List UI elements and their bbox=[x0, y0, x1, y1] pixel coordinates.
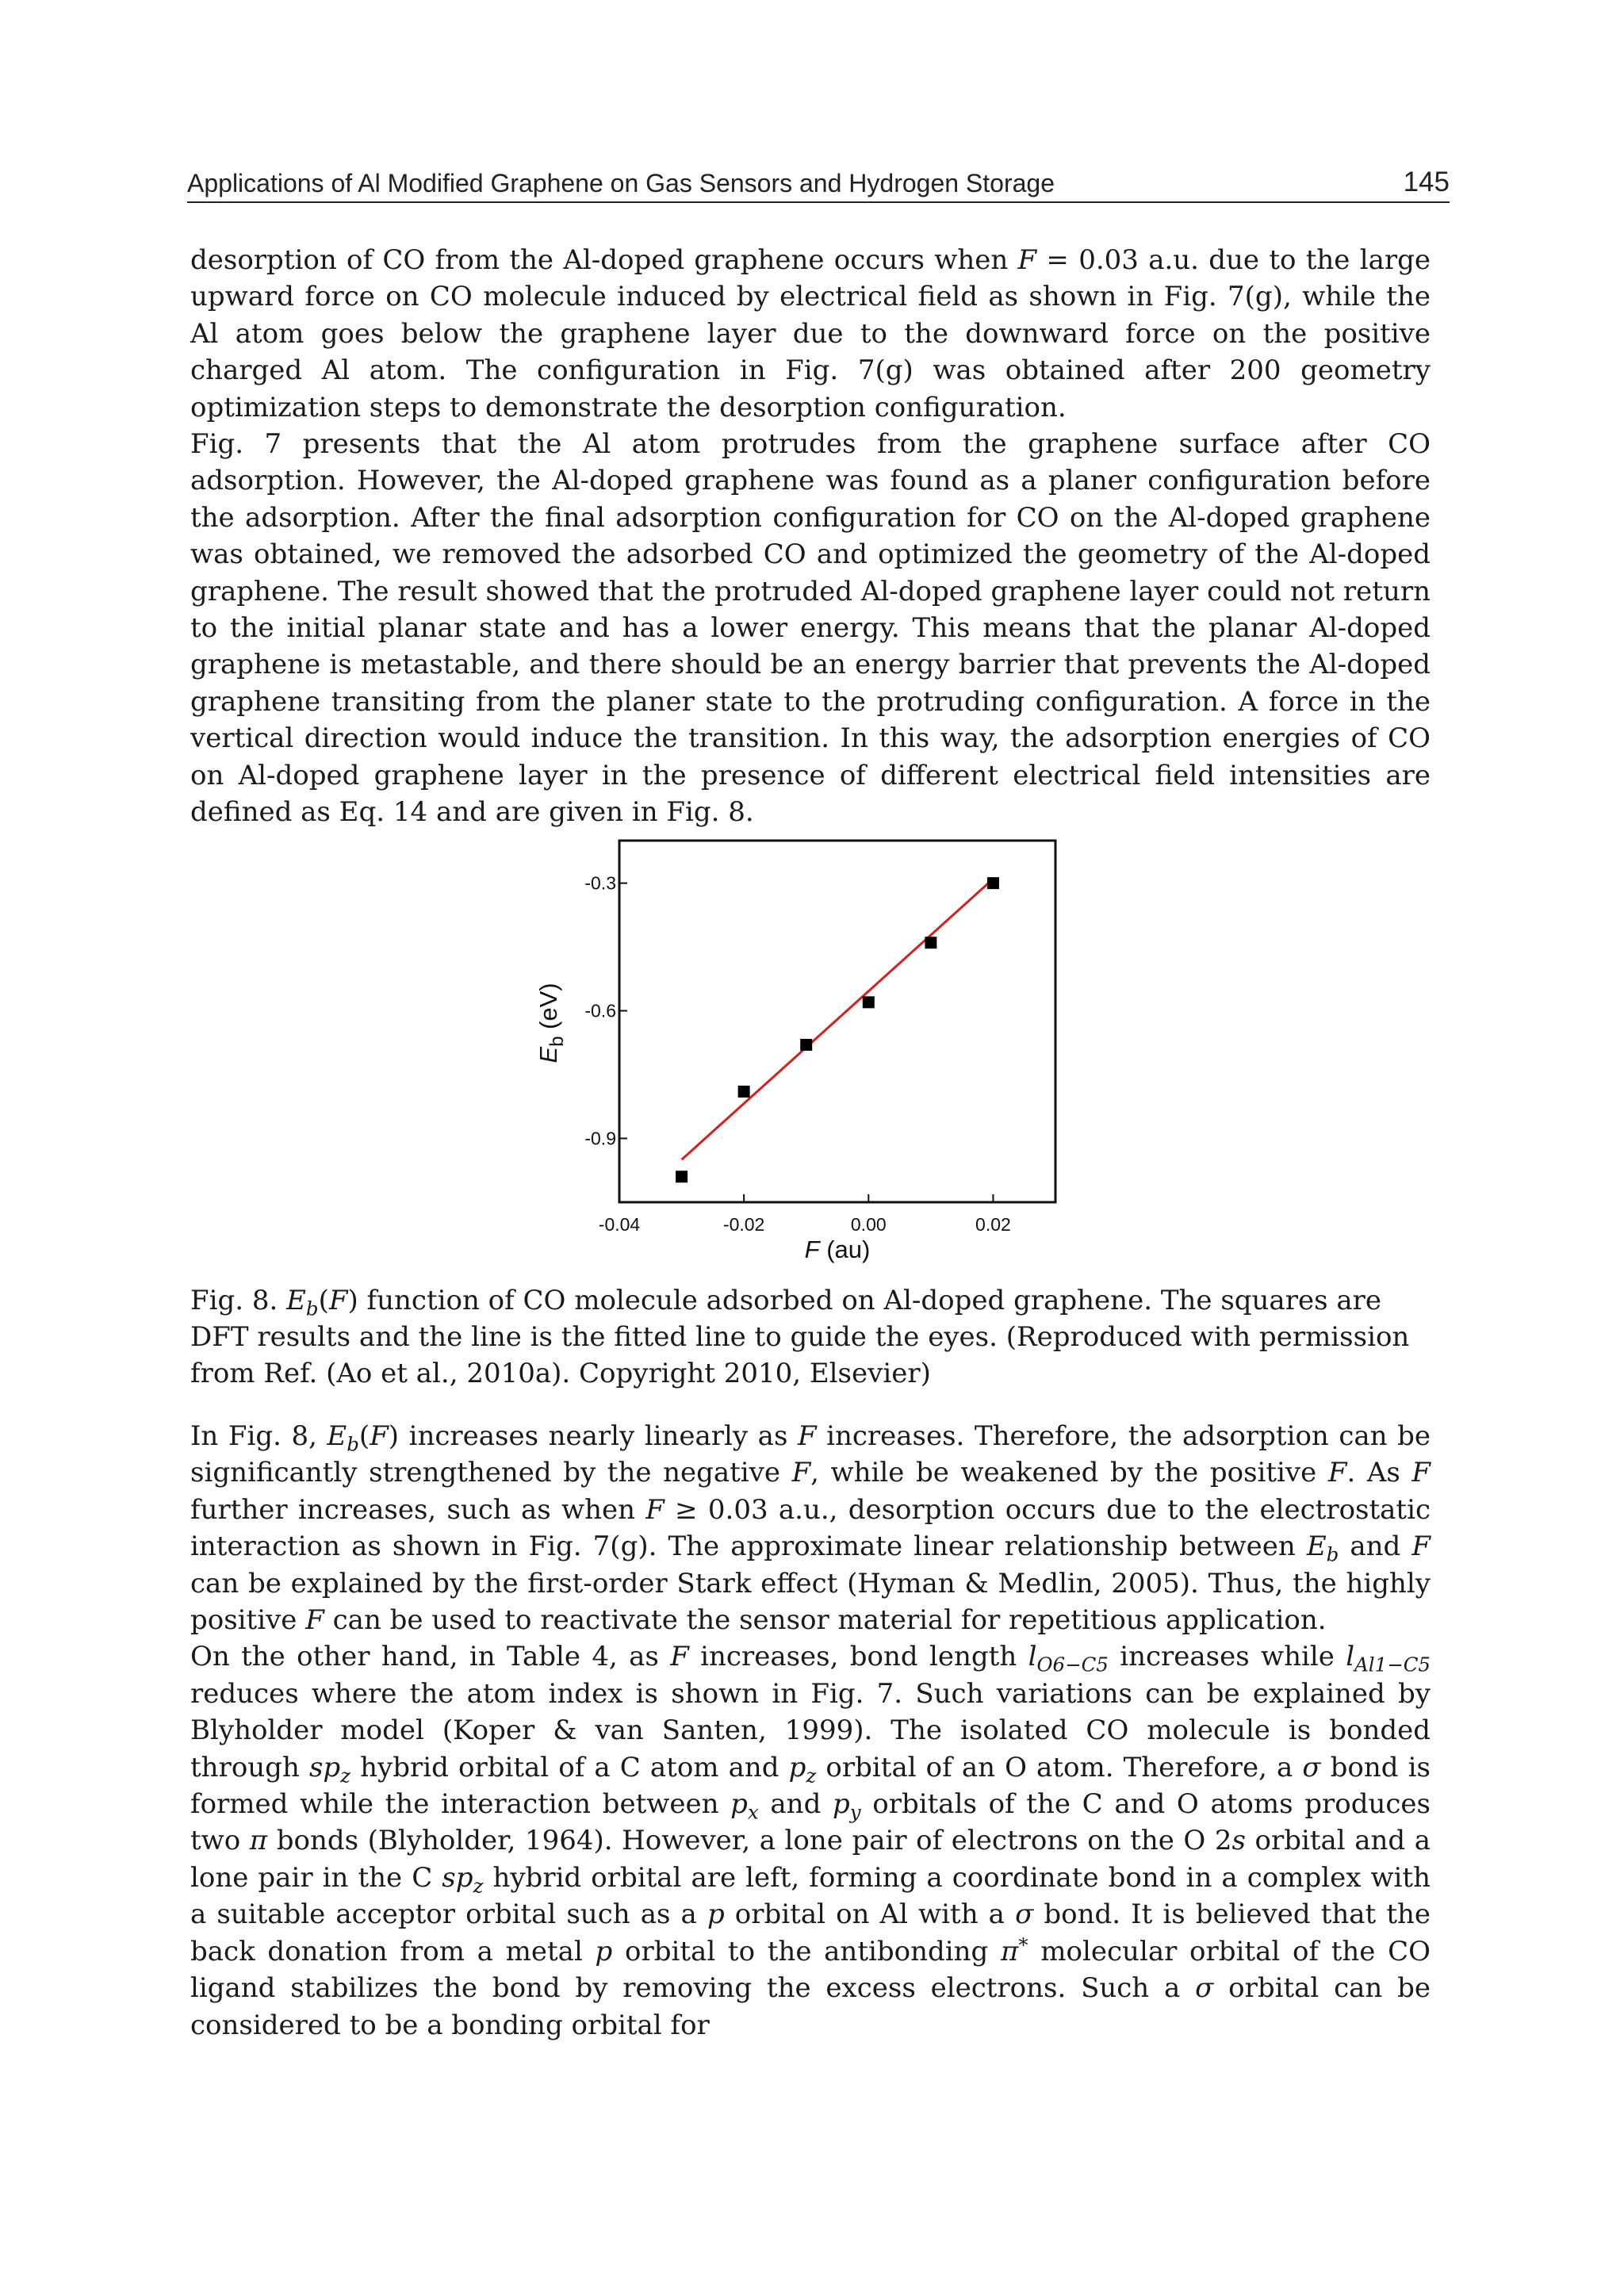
x-tick-label: 0.00 bbox=[850, 1214, 887, 1235]
paragraph-1: desorption of CO from the Al-doped graphene occurs when F = 0.03 a.u. due to the large upward force on CO molecule induced by electrical field as shown in Fig. 7(g), while the Al atom goes below the graphene layer due to the downward force on the positive charged Al atom. The configuration in Fig. 7(g) was obtained after 200 geometry optimization steps to demonstrate the desorption configuration. bbox=[190, 244, 1431, 423]
x-tick-label: -0.04 bbox=[598, 1214, 641, 1235]
x-tick-label: 0.02 bbox=[975, 1214, 1011, 1235]
paragraph-4: On the other hand, in Table 4, as F increases, bond length $l_{O6-C5}$ increases while $l_{Al1-C5}$ reduces where the atom index is shown in Fig. 7. Such variations can be explained by Blyholder model (Koper & van Santen, 1999). The isolated CO molecule is bonded through $sp_z$ hybrid orbital of a C atom and $p_z$ orbital of an O atom. Therefore, a σ bond is formed while the interaction between $p_x$ and $p_y$ orbitals of the C and O atoms produces two π bonds (Blyholder, 1964). However, a lone pair of electrons on the O 2s orbital and a lone pair in the C $sp_z$ hybrid orbital are left, forming a coordinate bond in a complex with a suitable acceptor orbital such as a p orbital on Al with a σ bond. It is believed that the back donation from a metal p orbital to the antibonding π* molecular orbital of the CO ligand stabilizes the bond by removing the excess electrons. Such a σ orbital can be considered to be a bonding orbital for bbox=[190, 1641, 1431, 2041]
running-header-title: Applications of Al Modified Graphene on Gas Sensors and Hydrogen Storage bbox=[187, 169, 1055, 197]
y-tick-label: -0.6 bbox=[584, 1000, 616, 1021]
data-point-square bbox=[925, 937, 936, 948]
data-point-square bbox=[863, 996, 875, 1008]
plot-frame bbox=[619, 841, 1055, 1202]
fit-line bbox=[682, 879, 994, 1159]
data-point-square bbox=[738, 1086, 750, 1098]
x-tick-label: -0.02 bbox=[722, 1214, 765, 1235]
x-axis-label: F (au) bbox=[804, 1236, 871, 1263]
figure-caption: Fig. 8. $E_b(F)$ function of CO molecule adsorbed on Al-doped graphene. The squares are DFT results and the line is the fitted line to guide the eyes. (Reproduced with permission from Ref. (Ao et al., 2010a). Copyright 2010, Elsevier) bbox=[190, 1285, 1410, 1389]
data-point-square bbox=[800, 1039, 812, 1051]
fit-line-layer bbox=[682, 879, 994, 1159]
body-text-top bbox=[190, 242, 1431, 831]
page-number: 145 bbox=[1403, 167, 1450, 197]
figure-8-chart bbox=[508, 825, 1078, 1269]
paragraph-2: Fig. 7 presents that the Al atom protrudes from the graphene surface after CO adsorption. However, the Al-doped graphene was found as a planer configuration before the adsorption. After the final adsorption configuration for CO on the Al-doped graphene was obtained, we removed the adsorbed CO and optimized the geometry of the Al-doped graphene. The result showed that the protruded Al-doped graphene layer could not return to the initial planar state and has a lower energy. This means that the planar Al-doped graphene is metastable, and there should be an energy barrier that prevents the Al-doped graphene transiting from the planer state to the protruding configuration. A force in the vertical direction would induce the transition. In this way, the adsorption energies of CO on Al-doped graphene layer in the presence of different electrical field intensities are defined as Eq. 14 and are given in Fig. 8. bbox=[190, 428, 1431, 829]
body-text-bottom bbox=[190, 1418, 1431, 2044]
data-points bbox=[676, 877, 999, 1182]
y-tick-label: -0.9 bbox=[584, 1128, 616, 1149]
data-point-square bbox=[676, 1170, 688, 1182]
x-axis-ticks bbox=[599, 1194, 1011, 1235]
data-point-square bbox=[987, 877, 999, 889]
paragraph-3: In Fig. 8, $E_b(F)$ increases nearly linearly as F increases. Therefore, the adsorption can be significantly strengthened by the negative F, while be weakened by the positive F. As F further increases, such as when F ≥ 0.03 a.u., desorption occurs due to the electrostatic interaction as shown in Fig. 7(g). The approximate linear relationship between $E_b$ and F can be explained by the first-order Stark effect (Hyman & Medlin, 2005). Thus, the highly positive F can be used to reactivate the sensor material for repetitious application. bbox=[190, 1420, 1431, 1637]
running-header bbox=[187, 162, 1450, 203]
y-tick-label: -0.3 bbox=[584, 872, 616, 894]
y-axis-ticks bbox=[584, 873, 627, 1149]
y-axis-label: $E_b$ (eV) bbox=[534, 983, 568, 1063]
